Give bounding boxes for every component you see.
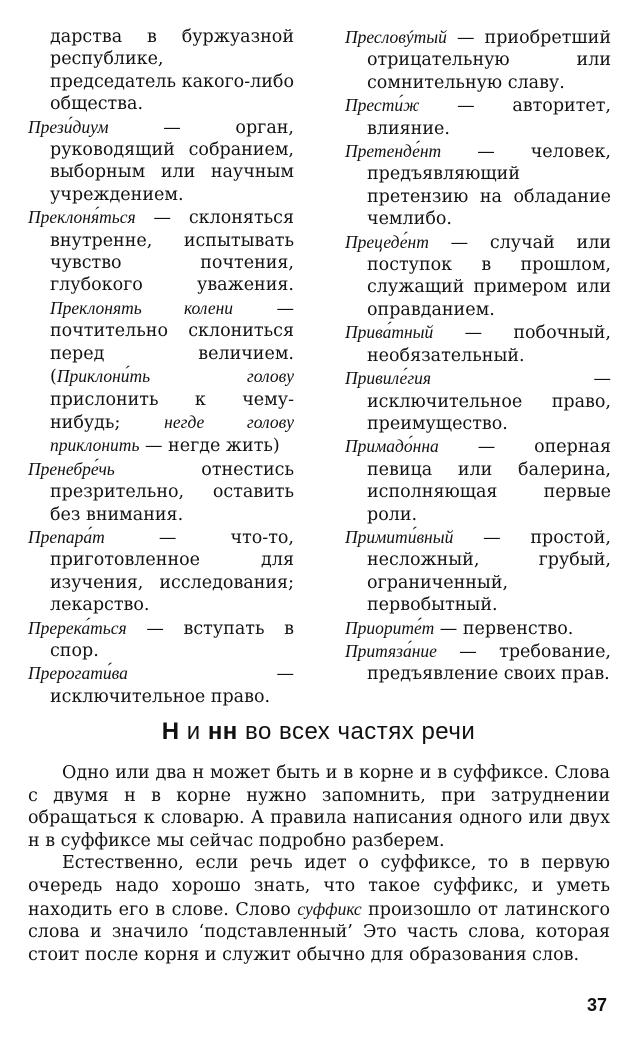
right-column xyxy=(345,26,611,686)
entry-prioritet xyxy=(345,617,611,640)
entry-term: Пресловýтый xyxy=(345,27,447,47)
heading-nn: нн xyxy=(207,718,238,745)
entry-phrase: Преклонять колени xyxy=(50,297,234,318)
entry-term: Приорите́т xyxy=(345,617,435,638)
entry-definition: — оперная певица или балерина, исполняющая первые роли. xyxy=(367,437,611,525)
paragraph-2-end: произошло от латинского слова и значило ‘подставленный’ Это часть слова, которая стоит после корня и служит обычно для образования слов. xyxy=(28,899,610,965)
section-heading xyxy=(0,718,637,746)
entry-definition: — орган, руководящий собранием, выборным или научным учреждением. xyxy=(50,117,294,205)
entry-definition: — что-то, приготовленное для изучения, исследования; лекарство. xyxy=(50,527,294,616)
entry-term: Претенде́нт xyxy=(345,141,442,162)
entry-definition: — приобретший отрицательную или сомнительную славу. xyxy=(367,28,611,93)
entry-term: Препара́т xyxy=(28,526,105,547)
entry-phrase: негде голову приклонить xyxy=(50,411,294,456)
paragraph-2-word: суффикс xyxy=(297,898,362,919)
entry-term: Прести́ж xyxy=(345,95,420,116)
heading-rest: во всех частях речи xyxy=(237,718,476,745)
entry-definition: — вступать в спор. xyxy=(50,618,294,661)
entry-continuation: дарства в буржуазной республике, председатель какого-либо общества. xyxy=(50,27,294,115)
entry-pretendent xyxy=(345,140,611,231)
entry-term: Прецеде́нт xyxy=(345,231,429,252)
heading-n: Н xyxy=(161,718,180,745)
entry-definition: прислонить к чему-нибудь; xyxy=(50,389,294,433)
entry-preklonyatsya xyxy=(28,206,294,457)
entry-prerogativa xyxy=(28,662,294,708)
entry-definition: — авторитет, влияние. xyxy=(367,96,611,139)
entry-term: Прези́диум xyxy=(28,116,109,137)
entry-prezidium xyxy=(28,116,294,207)
entry-privilegiya xyxy=(345,367,611,435)
entry-definition: — человек, предъявляющий претензию на обладание чемлибо. xyxy=(367,142,611,230)
entry-preparat xyxy=(28,526,294,617)
entry-term: Прерогати́ва xyxy=(28,663,128,684)
entry-definition: — требование, предъявление своих прав. xyxy=(367,641,611,685)
entry-phrase: Приклони́ть голову xyxy=(56,366,294,387)
paragraph-2-start: Естественно, если речь идет о суффиксе, то в первую очередь надо хорошо знать, что такое суффикс, и уметь находить его в слове. Слово xyxy=(28,853,610,920)
entry-prestizh xyxy=(345,94,611,140)
entry-preslovutyi xyxy=(345,26,611,94)
entry-term: Пренебре́чь xyxy=(28,458,115,479)
entry-prityazanie xyxy=(345,640,611,686)
entry-term: Пререка́ться xyxy=(28,617,127,638)
entry-precedent xyxy=(345,231,611,322)
left-column xyxy=(28,26,294,708)
entry-definition: — исключительное право, преимущество. xyxy=(367,369,611,434)
entry-definition: — почтительно склониться перед величием. ( xyxy=(50,298,294,388)
entry-primadonna xyxy=(345,435,611,526)
entry-term: Притяза́ние xyxy=(345,640,437,661)
entry-prenebrech xyxy=(28,458,294,526)
entry-primitivnyi xyxy=(345,526,611,617)
entry-term: Примити́вный xyxy=(345,526,454,547)
entry-prerekatsya xyxy=(28,617,294,663)
paragraph-2 xyxy=(28,852,610,966)
entry-definition: — первенство. xyxy=(434,618,574,639)
entry-definition: отнестись презрительно, оставить без внимания. xyxy=(50,459,294,525)
entry-definition: — негде жить) xyxy=(139,436,280,457)
entry-term: Привиле́гия xyxy=(345,368,432,389)
entry-term: Примадо́нна xyxy=(345,436,439,457)
page-number: 37 xyxy=(586,995,607,1015)
section-body xyxy=(28,762,610,966)
entry-definition: — склоняться внутренне, испытывать чувство почтения, глубокого уважения. xyxy=(50,208,294,296)
entry-privatnyi xyxy=(345,321,611,367)
heading-and: и xyxy=(179,718,208,745)
entry-definition: — исключительное право. xyxy=(50,664,294,707)
entry-term: Преклоня́ться xyxy=(28,207,136,228)
entry-definition: — случай или поступок в прошлом, служащий примером или оправданием. xyxy=(367,232,611,320)
entry-term: Прива́тный xyxy=(345,322,434,343)
entry-definition: — простой, несложный, грубый, ограниченный, первобытный. xyxy=(367,527,611,616)
entry-definition: — побочный, необязательный. xyxy=(367,323,611,366)
paragraph-1: Одно или два н может быть и в корне и в суффиксе. Слова с двумя н в корне нужно запомнить, при затруднении обращаться к словарю. А правила написания одного или двух н в суффиксе мы сейчас подробно разберем. xyxy=(28,763,610,851)
